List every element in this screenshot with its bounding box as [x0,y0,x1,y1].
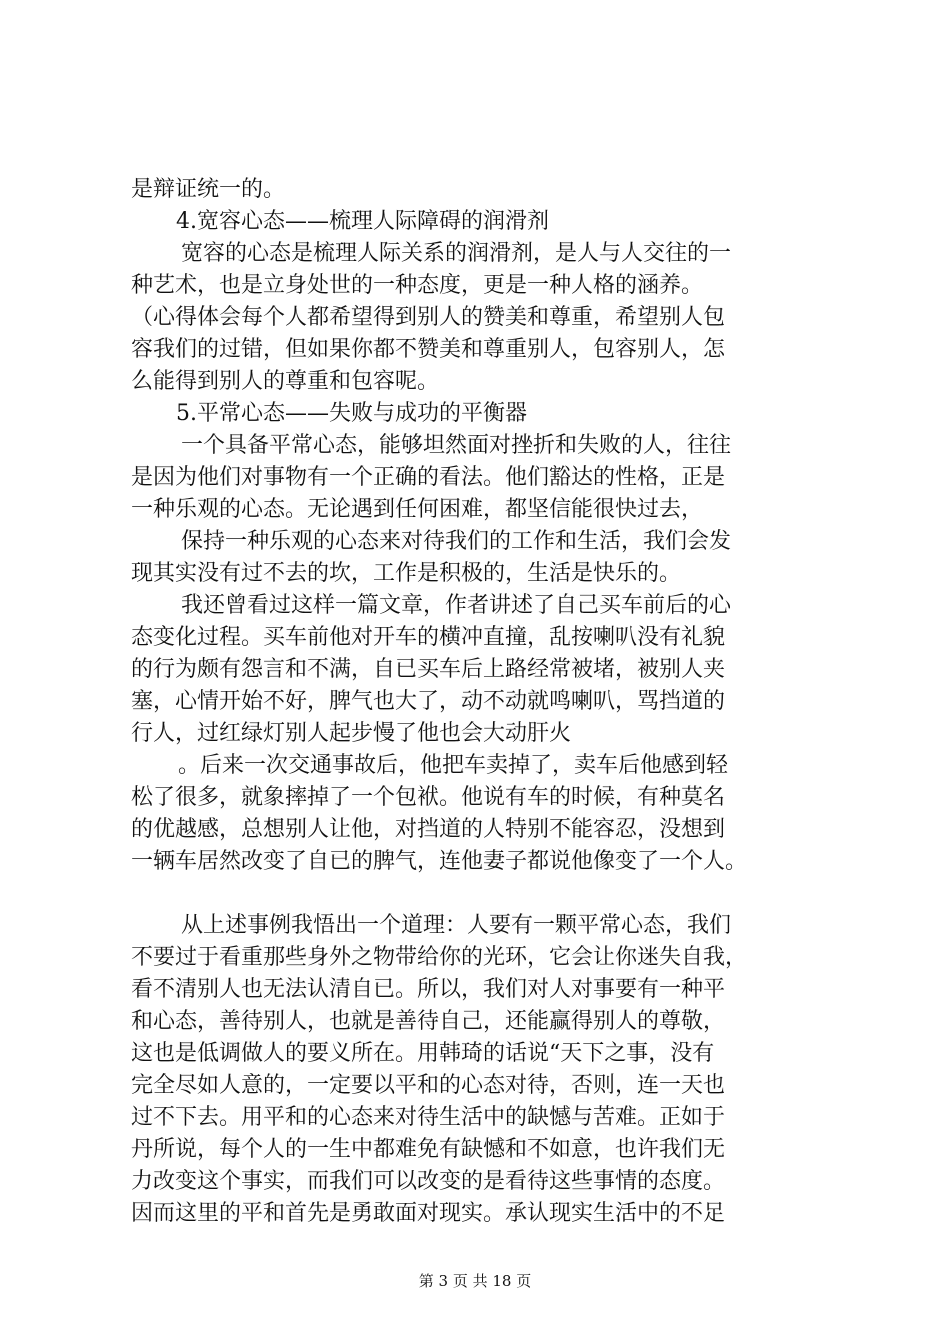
text-line: 和心态，善待别人，也就是善待自己，还能赢得别人的尊敬， [131,1009,726,1034]
text-line: 一辆车居然改变了自已的脾气，连他妻子都说他像变了一个人。 [131,849,748,874]
text-line: 种艺术，也是立身处世的一种态度，更是一种人格的涵养。 [131,273,704,298]
text-line: 从上述事例我悟出一个道理：人要有一颗平常心态，我们 [181,913,732,938]
page-footer: 第 3 页 共 18 页 [418,1272,532,1290]
text-line: 松了很多，就象摔掉了一个包袱。他说有车的时候，有种莫名 [131,785,726,810]
text-line: 现其实没有过不去的坎，工作是积极的，生活是快乐的。 [131,561,682,586]
text-line: 塞，心情开始不好，脾气也大了，动不动就鸣喇叭，骂挡道的 [131,689,726,714]
text-line: 完全尽如人意的，一定要以平和的心态对待，否则，连一天也 [131,1073,726,1098]
section-heading: 5.平常心态——失败与成功的平衡器 [176,401,527,426]
text-line: 么能得到别人的尊重和包容呢。 [131,369,440,394]
text-line: 一种乐观的心态。无论遇到任何困难，都坚信能很快过去， [131,497,704,522]
text-line: 是因为他们对事物有一个正确的看法。他们豁达的性格，正是 [131,465,726,490]
text-line: 是辩证统一的。 [131,177,286,202]
text-line: 丹所说，每个人的一生中都难免有缺憾和不如意，也许我们无 [131,1137,726,1162]
section-heading: 4.宽容心态——梳理人际障碍的润滑剂 [176,209,549,234]
text-line: 看不清别人也无法认清自已。所以，我们对人对事要有一种平 [131,977,726,1002]
text-line: （心得体会每个人都希望得到别人的赞美和尊重，希望别人包 [131,305,726,330]
text-line: 保持一种乐观的心态来对待我们的工作和生活，我们会发 [181,529,732,554]
text-line: 力改变这个事实，而我们可以改变的是看待这些事情的态度。 [131,1169,726,1194]
text-line: 一个具备平常心态，能够坦然面对挫折和失败的人，往往 [181,433,732,458]
text-line: 不要过于看重那些身外之物带给你的光环，它会让你迷失自我， [131,945,748,970]
text-line: 过不下去。用平和的心态来对待生活中的缺憾与苦难。正如于 [131,1105,726,1130]
text-line: 态变化过程。买车前他对开车的横冲直撞，乱按喇叭没有礼貌 [131,625,726,650]
text-line: 行人，过红绿灯别人起步慢了他也会大动肝火 [131,721,572,746]
text-line: 因而这里的平和首先是勇敢面对现实。承认现实生活中的不足 [131,1201,726,1226]
text-line: 的优越感，总想别人让他，对挡道的人特别不能容忍，没想到 [131,817,726,842]
text-line: 我还曾看过这样一篇文章，作者讲述了自己买车前后的心 [181,593,732,618]
text-line: 宽容的心态是梳理人际关系的润滑剂，是人与人交往的一 [181,241,732,266]
text-line: 的行为颇有怨言和不满，自已买车后上路经常被堵，被别人夹 [131,657,726,682]
text-line: 容我们的过错，但如果你都不赞美和尊重别人，包容别人，怎 [131,337,726,362]
text-line: 这也是低调做人的要义所在。用韩琦的话说“天下之事，没有 [131,1041,715,1066]
text-line: 。后来一次交通事故后，他把车卖掉了，卖车后他感到轻 [178,753,729,778]
